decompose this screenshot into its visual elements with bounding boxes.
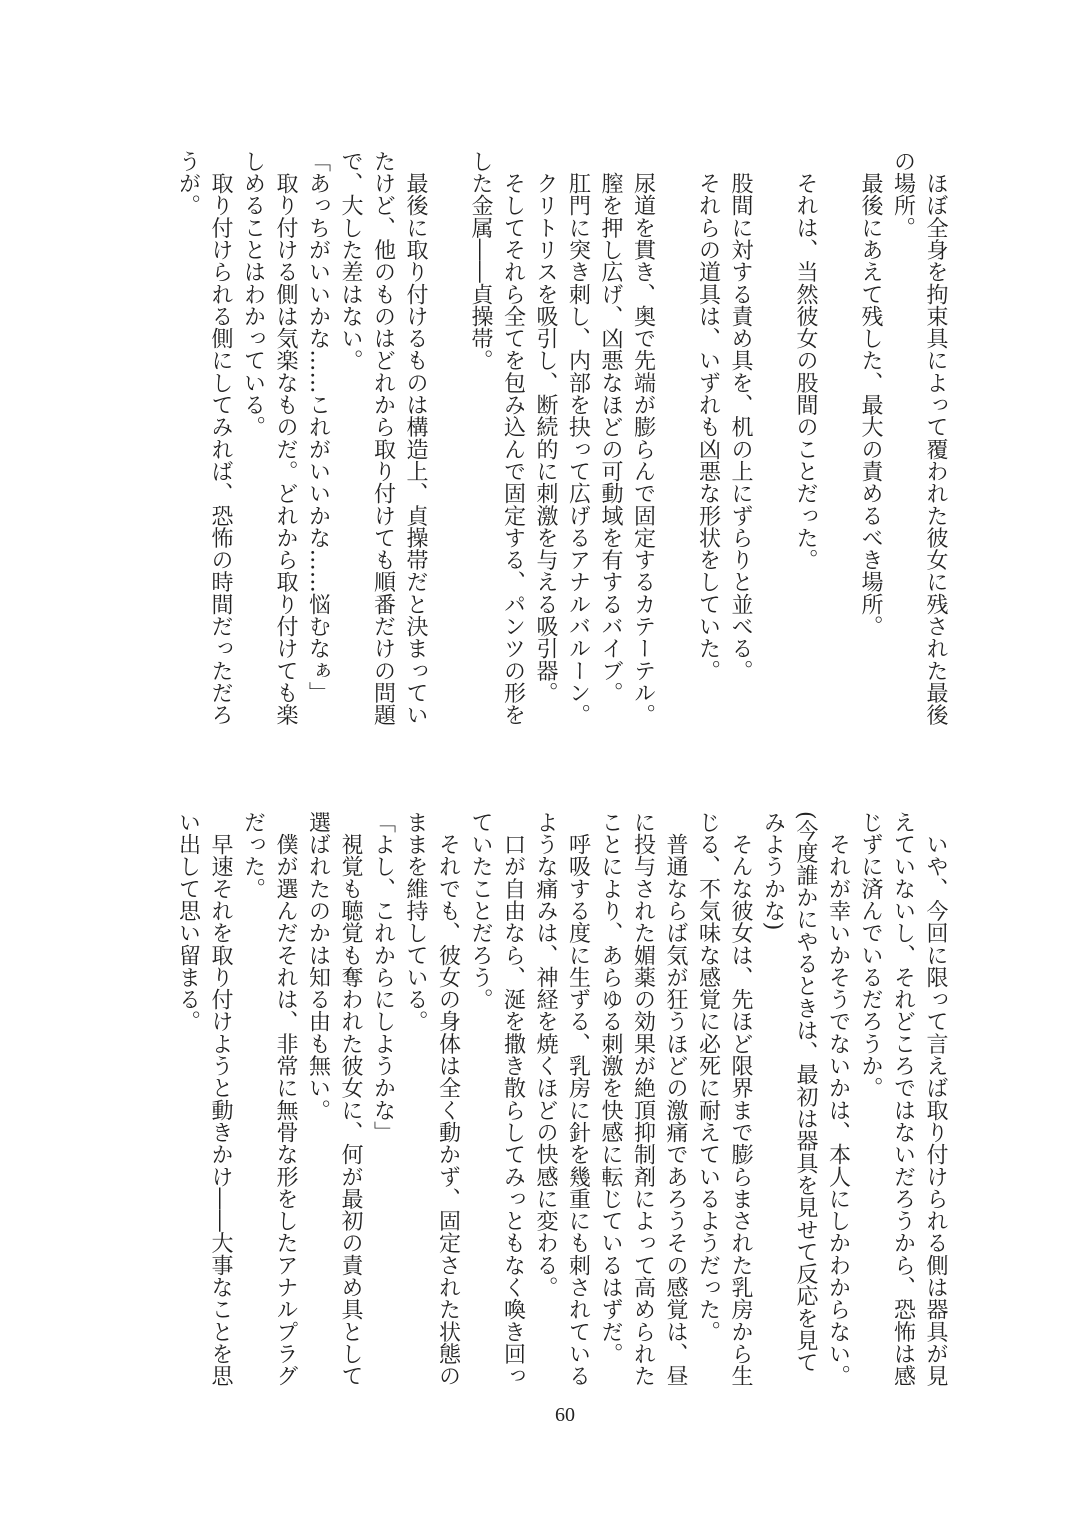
text-line: えていないし、それどころではないだろうから、恐怖は感 <box>890 811 916 1387</box>
text-line: うが。 <box>175 150 201 217</box>
text-line: 最後に取り付けるものは構造上、貞操帯だと決まってい <box>403 150 428 726</box>
text-line: いや、今回に限って言えば取り付けられる側は器具が見 <box>923 811 948 1387</box>
blank-line <box>431 150 464 730</box>
text-line: 普通ならば気が狂うほどの激痛であろうその感覚は、昼 <box>663 811 688 1387</box>
text-line: そんな彼女は、先ほど限界まで膨らまされた乳房から生 <box>728 811 753 1387</box>
text-line: で、大した差はない。 <box>338 150 363 372</box>
text-line: ほぼ全身を拘束具によって覆われた彼女に残された最後 <box>923 150 948 726</box>
text-line: みようかな) <box>760 811 786 931</box>
text-line: 「あっちがいいかな……これがいいかな……悩むなぁ」 <box>305 150 331 704</box>
text-line: 口が自由なら、涎を撒き散らしてみっともなく喚き回っ <box>500 811 526 1387</box>
text-line: それらの道具は、いずれも凶悪な形状をしていた。 <box>695 150 721 682</box>
text-line: 早速それを取り付けようと動きかけ――大事なことを思 <box>208 811 233 1387</box>
blank-line <box>756 150 789 730</box>
text-line: 視覚も聴覚も奪われた彼女に、何が最初の責め具として <box>338 811 363 1387</box>
text-line: ままを維持している。 <box>403 811 428 1033</box>
bottom-text-block <box>171 811 951 1391</box>
text-line: じる、不気味な感覚に必死に耐えているようだった。 <box>695 811 721 1343</box>
text-line: ていたことだろう。 <box>468 811 493 1011</box>
text-line: 膣を押し広げ、凶悪なほどの可動域を有するバイブ。 <box>598 150 623 704</box>
text-line: 取り付けられる側にしてみれば、恐怖の時間だっただろ <box>208 150 233 726</box>
text-line: の場所。 <box>890 150 916 239</box>
text-line: (今度誰かにやるときは、最初は器具を見せて反応を見て <box>793 811 818 1374</box>
text-line: それが幸いかそうでないかは、本人にしかわからない。 <box>825 811 851 1387</box>
text-line: クリトリスを吸引し、断続的に刺激を与える吸引器。 <box>533 150 558 704</box>
text-line: だった。 <box>240 811 266 900</box>
text-line: 肛門に突き刺し、内部を抉って広げるアナルバルーン。 <box>565 150 591 726</box>
text-line: 尿道を貫き、奥で先端が膨らんで固定するカテーテル。 <box>630 150 656 726</box>
text-line: ことにより、あらゆる刺激を快感に転じているはずだ。 <box>598 811 623 1365</box>
top-text-block <box>171 150 951 730</box>
text-line: 僕が選んだそれは、非常に無骨な形をしたアナルプラグ <box>273 811 298 1387</box>
text-line: そしてそれら全てを包み込んで固定する、パンツの形を <box>500 150 526 726</box>
text-line: 最後にあえて残した、最大の責めるべき場所。 <box>858 150 883 638</box>
blank-line <box>659 150 692 730</box>
text-line: した金属――貞操帯。 <box>468 150 493 372</box>
text-line: じずに済んでいるだろうか。 <box>858 811 883 1099</box>
text-line: 股間に対する責め具を、机の上にずらりと並べる。 <box>728 150 753 682</box>
text-line: それは、当然彼女の股間のことだった。 <box>793 150 818 571</box>
text-line: たけど、他のものはどれから取り付けても順番だけの問題 <box>370 150 396 726</box>
text-line: 「よし、これからにしようかな」 <box>370 811 396 1144</box>
text-line: それでも、彼女の身体は全く動かず、固定された状態の <box>435 811 461 1387</box>
text-line: 選ばれたのかは知る由も無い。 <box>305 811 331 1122</box>
blank-line <box>821 150 854 730</box>
text-line: しめることはわかっている。 <box>240 150 266 438</box>
text-line: 取り付ける側は気楽なものだ。どれから取り付けても楽 <box>273 150 298 726</box>
text-line: 呼吸する度に生ずる、乳房に針を幾重にも刺されている <box>565 811 591 1387</box>
page-number: 60 <box>555 1404 575 1426</box>
text-line: い出して思い留まる。 <box>175 811 201 1033</box>
text-line: に投与された媚薬の効果が絶頂抑制剤によって高められた <box>630 811 656 1387</box>
text-line: ような痛みは、神経を焼くほどの快感に変わる。 <box>533 811 558 1299</box>
